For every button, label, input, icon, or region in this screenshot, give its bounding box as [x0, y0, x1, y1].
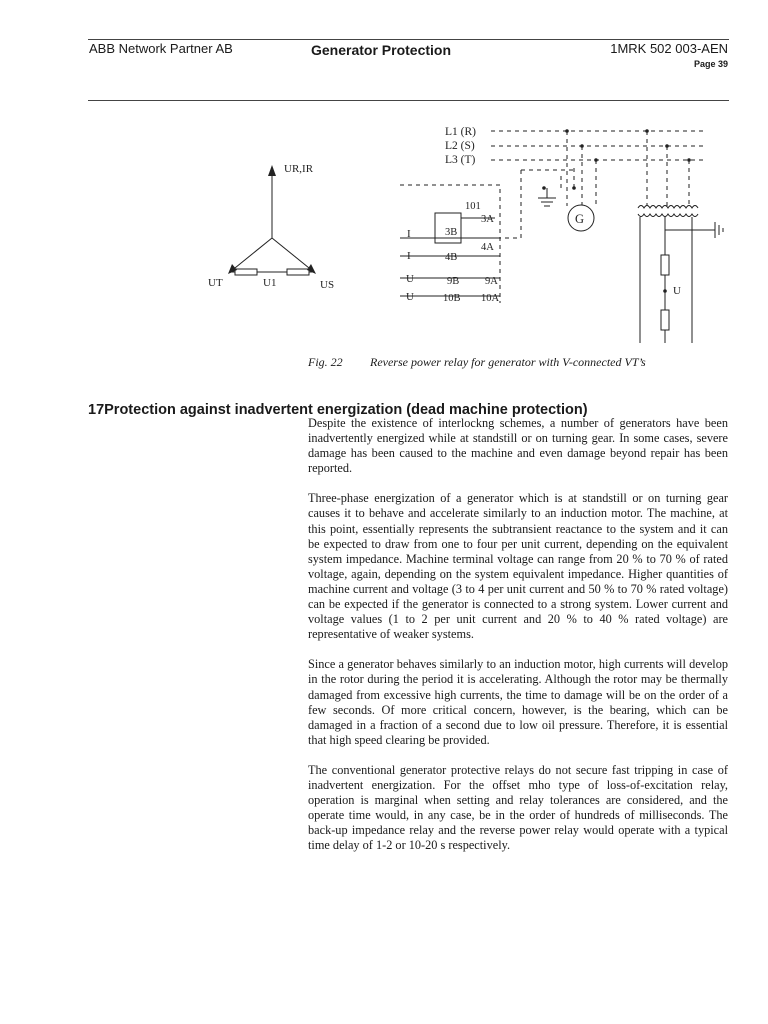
bus-label-l3: L3 (T)	[445, 154, 476, 166]
paragraph-4: The conventional generator protective relays do not secure fast tripping in case of inadvertent energization. For the offset mho type of loss-of-excitation relay, operation is marginal when setting and relay tolerances are considered, and the operate time would, in any case, be in the order of hundreds of milliseconds. The back-up impedance relay and the reverse power relay would operate with a typical time delay of 1-2 or 10-20 s respectively.	[308, 762, 728, 853]
terminal-4b: 4B	[445, 252, 458, 263]
bus-label-l1: L1 (R)	[445, 126, 476, 138]
figure-caption-text: Reverse power relay for generator with V-connected VT’s	[370, 355, 646, 369]
figure-caption-number: Fig. 22	[308, 355, 343, 369]
header-doc-number: 1MRK 502 003-AEN	[610, 41, 728, 56]
terminal-4a: 4A	[481, 242, 494, 253]
phasor-label-us: US	[320, 279, 335, 291]
relay-input-u-2: U	[406, 291, 414, 303]
phasor-us-line	[272, 238, 314, 272]
header-page-number: Page 39	[693, 59, 728, 69]
header-company: ABB Network Partner AB	[89, 41, 233, 56]
header-rule-bottom	[88, 100, 729, 101]
paragraph-1: Despite the existence of interlockng schemes, a number of generators have been inadvertently energized while at standstill or on turning gear. In some cases, severe damage has been caused to the machine and even damage beyond repair has been reported.	[308, 416, 728, 476]
paragraph-3: Since a generator behaves similarly to an induction motor, high currents will develop in the rotor during the period it is accelerating. Although the rotor may be thermally damaged from excessive high currents, the time to damage will be on the order of a few seconds. Of more critical concern, however, is the bearing, which can be damaged in a fraction of a second due to low oil pressure. Therefore, it is essential that high speed clearing be provided.	[308, 657, 728, 747]
terminal-9b: 9B	[447, 276, 460, 287]
relay-input-i-1: I	[407, 228, 411, 240]
terminal-3b: 3B	[445, 227, 458, 238]
section-title-text: Protection against inadvertent energization (dead machine protection)	[104, 402, 588, 418]
phasor-label-u1: U1	[263, 277, 277, 289]
phasor-label-ur-ir: UR,IR	[284, 163, 314, 175]
relay-input-i-2: I	[407, 250, 411, 262]
figure-22	[195, 118, 735, 358]
terminal-101: 101	[465, 201, 481, 212]
section-number: 17	[88, 402, 105, 418]
figure-caption	[308, 355, 646, 370]
phasor-resistor-left	[235, 269, 257, 275]
relay-input-u-1: U	[406, 273, 414, 285]
phasor-ur-arrowhead	[268, 165, 276, 176]
vt-transformer	[638, 206, 723, 344]
vt-resistor-top	[661, 255, 669, 275]
bus-label-l2: L2 (S)	[445, 140, 475, 152]
phasor-ut-line	[230, 238, 272, 272]
terminal-3a: 3A	[481, 214, 494, 225]
terminal-9a: 9A	[485, 276, 498, 287]
circuit-diagram	[195, 118, 735, 350]
phasor-resistor-right	[287, 269, 309, 275]
generator-label: G	[575, 212, 585, 226]
terminal-10a: 10A	[481, 293, 500, 304]
phasor-label-ut: UT	[208, 277, 223, 289]
header-rule-top	[88, 39, 729, 40]
paragraph-2: Three-phase energization of a generator which is at standstill or on turning gear causes it to behave and accelerate similarly to an induction motor. The machine, at this point, essentially represents the subtransient reactance to the system and it can be expected to draw from one to four per unit current, depending on the equivalent system impedance. Machine terminal voltage can range from 20 % to 70 % of rated voltage, again, depending on the system equivalent impedance. Higher quantities of machine current and voltage (3 to 4 per unit current and 50 % to 70 % rated voltage) can be expected if the generator is connected to a strong system. Lower current and voltage values (1 to 2 per unit current and 20 % to 40 % rated voltage) are representative of weaker systems.	[308, 491, 728, 642]
vt-resistor-bottom	[661, 310, 669, 330]
header-title: Generator Protection	[311, 42, 452, 58]
ground-symbol	[538, 188, 556, 206]
phasor-diagram	[228, 165, 316, 275]
vt-label-u: U	[673, 285, 681, 297]
terminal-10b: 10B	[443, 293, 461, 304]
section-body	[308, 416, 728, 868]
